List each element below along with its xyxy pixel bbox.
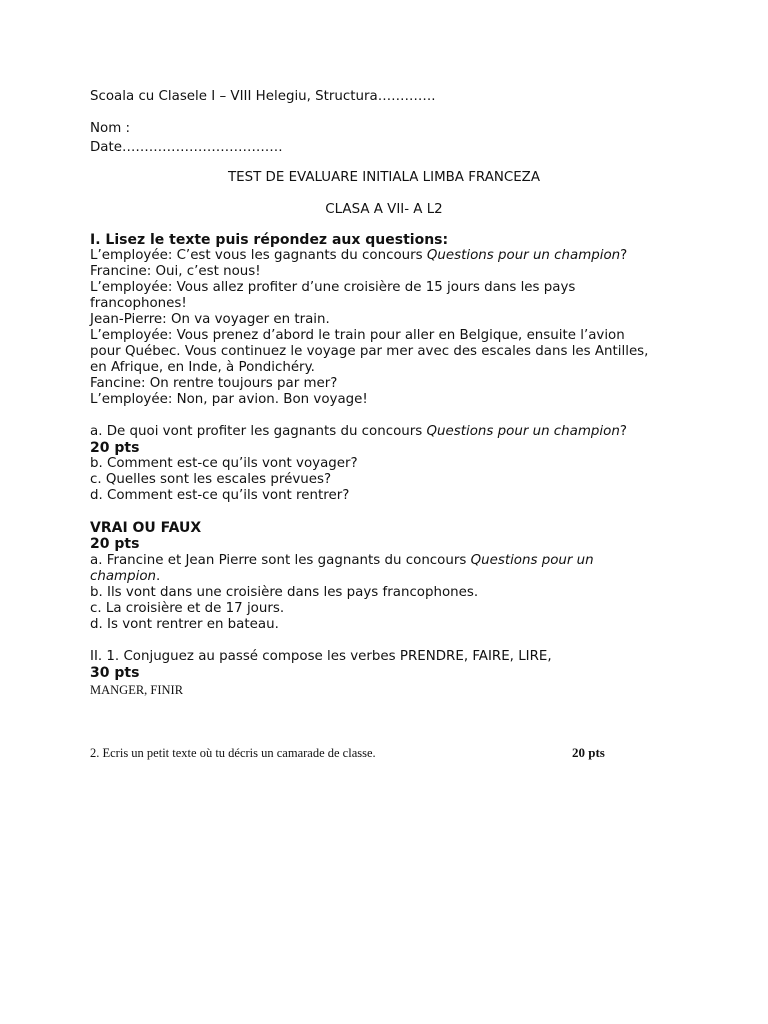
question-a: a. De quoi vont profiter les gagnants du concours Questions pour un champion? <box>90 424 627 439</box>
points-label: 20 pts <box>572 745 605 760</box>
section1-heading: I. Lisez le texte puis répondez aux questions: <box>90 232 449 248</box>
points-label: 30 pts <box>90 665 140 681</box>
question-c: c. Quelles sont les escales prévues? <box>90 472 332 487</box>
dialogue-line: L’employée: Vous allez profiter d’une croisière de 15 jours dans les pays <box>90 280 576 295</box>
statement-b: b. Ils vont dans une croisière dans les pays francophones. <box>90 585 479 600</box>
class-line: CLASA A VII- A L2 <box>325 202 443 217</box>
school-line: Scoala cu Clasele I – VIII Helegiu, Structura…………. <box>90 89 436 104</box>
test-title: TEST DE EVALUARE INITIALA LIMBA FRANCEZA <box>227 170 541 185</box>
exercise-2: 2. Ecris un petit texte où tu décris un camarade de classe. <box>90 746 376 760</box>
exercise-1: II. 1. Conjuguez au passé compose les verbes PRENDRE, FAIRE, LIRE, <box>90 649 552 664</box>
nom-field: Nom : <box>90 121 131 136</box>
dialogue-line: Fancine: On rentre toujours par mer? <box>90 376 338 391</box>
dialogue-line: en Afrique, en Inde, à Pondichéry. <box>90 360 315 375</box>
statement-a-cont: champion. <box>90 569 161 584</box>
statement-c: c. La croisière et de 17 jours. <box>90 601 285 616</box>
question-d: d. Comment est-ce qu’ils vont rentrer? <box>90 488 350 503</box>
vrai-faux-heading: VRAI OU FAUX <box>90 520 202 536</box>
dialogue-line: Jean-Pierre: On va voyager en train. <box>90 312 330 327</box>
points-label: 20 pts <box>90 440 140 456</box>
dialogue-line: francophones! <box>90 296 187 311</box>
dialogue-line: L’employée: Vous prenez d’abord le train pour aller en Belgique, ensuite l’avion <box>90 328 625 343</box>
points-label: 20 pts <box>90 536 140 552</box>
statement-d: d. Is vont rentrer en bateau. <box>90 617 279 632</box>
dialogue-line: pour Québec. Vous continuez le voyage par mer avec des escales dans les Antilles, <box>90 344 649 359</box>
exercise-1-cont: MANGER, FINIR <box>90 683 184 697</box>
dialogue-line: L’employée: C’est vous les gagnants du concours Questions pour un champion? <box>90 248 628 263</box>
date-field: Date……………………………… <box>90 140 283 155</box>
dialogue-line: Francine: Oui, c’est nous! <box>90 264 261 279</box>
dialogue-line: L’employée: Non, par avion. Bon voyage! <box>90 392 368 407</box>
statement-a: a. Francine et Jean Pierre sont les gagnants du concours Questions pour un <box>90 553 594 568</box>
question-b: b. Comment est-ce qu’ils vont voyager? <box>90 456 358 471</box>
